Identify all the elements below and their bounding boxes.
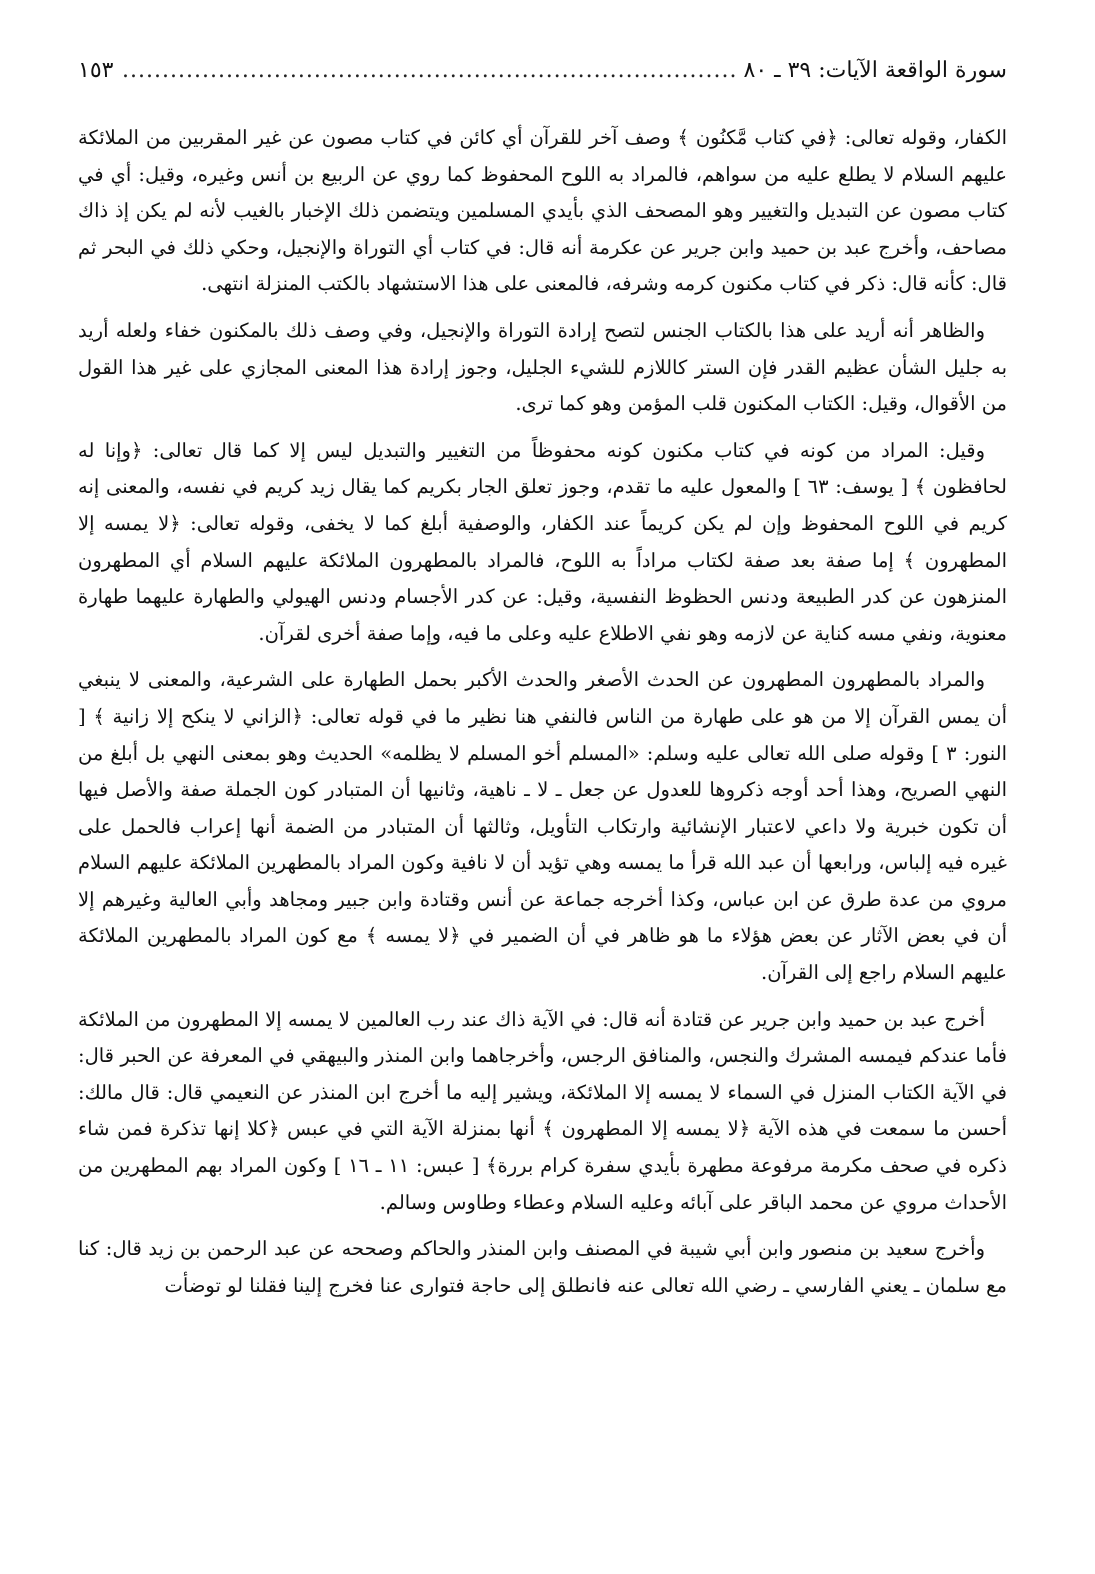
page-body xyxy=(78,120,1007,1304)
header-title: سورة الواقعة الآيات: ٣٩ ـ ٨٠ xyxy=(743,58,1007,83)
paragraph-2: والظاهر أنه أريد على هذا بالكتاب الجنس لتصح إرادة التوراة والإنجيل، وفي وصف ذلك بالمكنون خفاء ولعله أريد به جليل الشأن عظيم القدر فإن الستر كاللازم للشيء الجليل، وجوز إرادة هذا المعنى المجازي على غير هذا القول من الأقوال، وقيل: الكتاب المكنون قلب المؤمن وهو كما ترى. xyxy=(78,318,1007,416)
header-leader-dots xyxy=(119,58,737,83)
running-header xyxy=(78,58,1007,110)
page-number: ١٥٣ xyxy=(78,58,114,83)
paragraph-3: وقيل: المراد من كونه في كتاب مكنون كونه محفوظاً من التغيير والتبديل ليس إلا كما قال تعالى: ﴿وإنا له لحافظون ﴾ [ يوسف: ٦٣ ] والمعول عليه ما تقدم، وجوز تعلق الجار بكريم كما يقال زيد كريم في نفسه، والمعنى إنه كريم في اللوح المحفوظ وإن لم يكن كريماً عند الكفار، والوصفية أبلغ كما لا يخفى، وقوله تعالى: ﴿لا يمسه إلا المطهرون ﴾ إما صفة بعد صفة لكتاب مراداً به اللوح، فالمراد بالمطهرون الملائكة عليهم السلام أي المطهرون المنزهون عن كدر الطبيعة ودنس الحظوظ النفسية، وقيل: عن كدر الأجسام ودنس الهيولي والطهارة عليهما طهارة معنوية، ونفي مسه كناية عن لازمه وهو نفي الاطلاع عليه وعلى ما فيه، وإما صفة أخرى لقرآن. xyxy=(78,438,1007,645)
paragraph-1: الكفار، وقوله تعالى: ﴿في كتاب مَّكنُون ﴾ وصف آخر للقرآن أي كائن في كتاب مصون عن غير المقربين من الملائكة عليهم السلام لا يطلع عليه من سواهم، فالمراد به اللوح المحفوظ كما روي عن الربيع بن أنس وغيره، وقيل: أي في كتاب مصون عن التبديل والتغيير وهو المصحف الذي بأيدي المسلمين ويتضمن ذلك الإخبار بالغيب لأنه لم يكن إذ ذاك مصاحف، وأخرج عبد بن حميد وابن جرير عن عكرمة أنه قال: في كتاب أي التوراة والإنجيل، وحكي ذلك في البحر ثم قال: كأنه قال: ذكر في كتاب مكنون كرمه وشرفه، فالمعنى على هذا الاستشهاد بالكتب المنزلة انتهى. xyxy=(78,126,1007,296)
paragraph-5: أخرج عبد بن حميد وابن جرير عن قتادة أنه قال: في الآية ذاك عند رب العالمين لا يمسه إلا المطهرون من الملائكة فأما عندكم فيمسه المشرك والنجس، والمنافق الرجس، وأخرجاهما وابن المنذر والبيهقي في المعرفة عن الحبر قال: في الآية الكتاب المنزل في السماء لا يمسه إلا الملائكة، ويشير إليه ما أخرج ابن المنذر عن النعيمي قال: قال مالك: أحسن ما سمعت في هذه الآية ﴿لا يمسه إلا المطهرون ﴾ أنها بمنزلة الآية التي في عبس ﴿كلا إنها تذكرة فمن شاء ذكره في صحف مكرمة مرفوعة مطهرة بأيدي سفرة كرام بررة﴾ [ عبس: ١١ ـ ١٦ ] وكون المراد بهم المطهرين من الأحداث مروي عن محمد الباقر على آبائه وعليه السلام وعطاء وطاوس وسالم. xyxy=(78,1007,1007,1214)
paragraph-6: وأخرج سعيد بن منصور وابن أبي شيبة في المصنف وابن المنذر والحاكم وصححه عن عبد الرحمن بن زيد قال: كنا مع سلمان ـ يعني الفارسي ـ رضي الله تعالى عنه فانطلق إلى حاجة فتوارى عنا فخرج إلينا فقلنا لو توضأت xyxy=(78,1237,1007,1297)
paragraph-4: والمراد بالمطهرون المطهرون عن الحدث الأصغر والحدث الأكبر بحمل الطهارة على الشرعية، والمعنى لا ينبغي أن يمس القرآن إلا من هو على طهارة من الناس فالنفي هنا نظير ما في قوله تعالى: ﴿الزاني لا ينكح إلا زانية ﴾ [ النور: ٣ ] وقوله صلى الله تعالى عليه وسلم: «المسلم أخو المسلم لا يظلمه» الحديث وهو بمعنى النهي بل أبلغ من النهي الصريح، وهذا أحد أوجه ذكروها للعدول عن جعل ـ لا ـ ناهية، وثانيها أن المتبادر كون الجملة صفة والأصل فيها أن تكون خبرية ولا داعي لاعتبار الإنشائية وارتكاب التأويل، وثالثها أن المتبادر من الضمة أنها إعراب فالحمل على غيره فيه إلباس، ورابعها أن عبد الله قرأ ما يمسه وهي تؤيد أن لا نافية وكون المراد بالمطهرين الملائكة عليهم السلام مروي من عدة طرق عن ابن عباس، وكذا أخرجه جماعة عن أنس وقتادة وابن جبير ومجاهد وأبي العالية وغيرهم إلا أن في بعض الآثار عن بعض هؤلاء ما هو ظاهر في أن الضمير في ﴿لا يمسه ﴾ مع كون المراد بالمطهرين الملائكة عليهم السلام راجع إلى القرآن. xyxy=(78,668,1007,985)
